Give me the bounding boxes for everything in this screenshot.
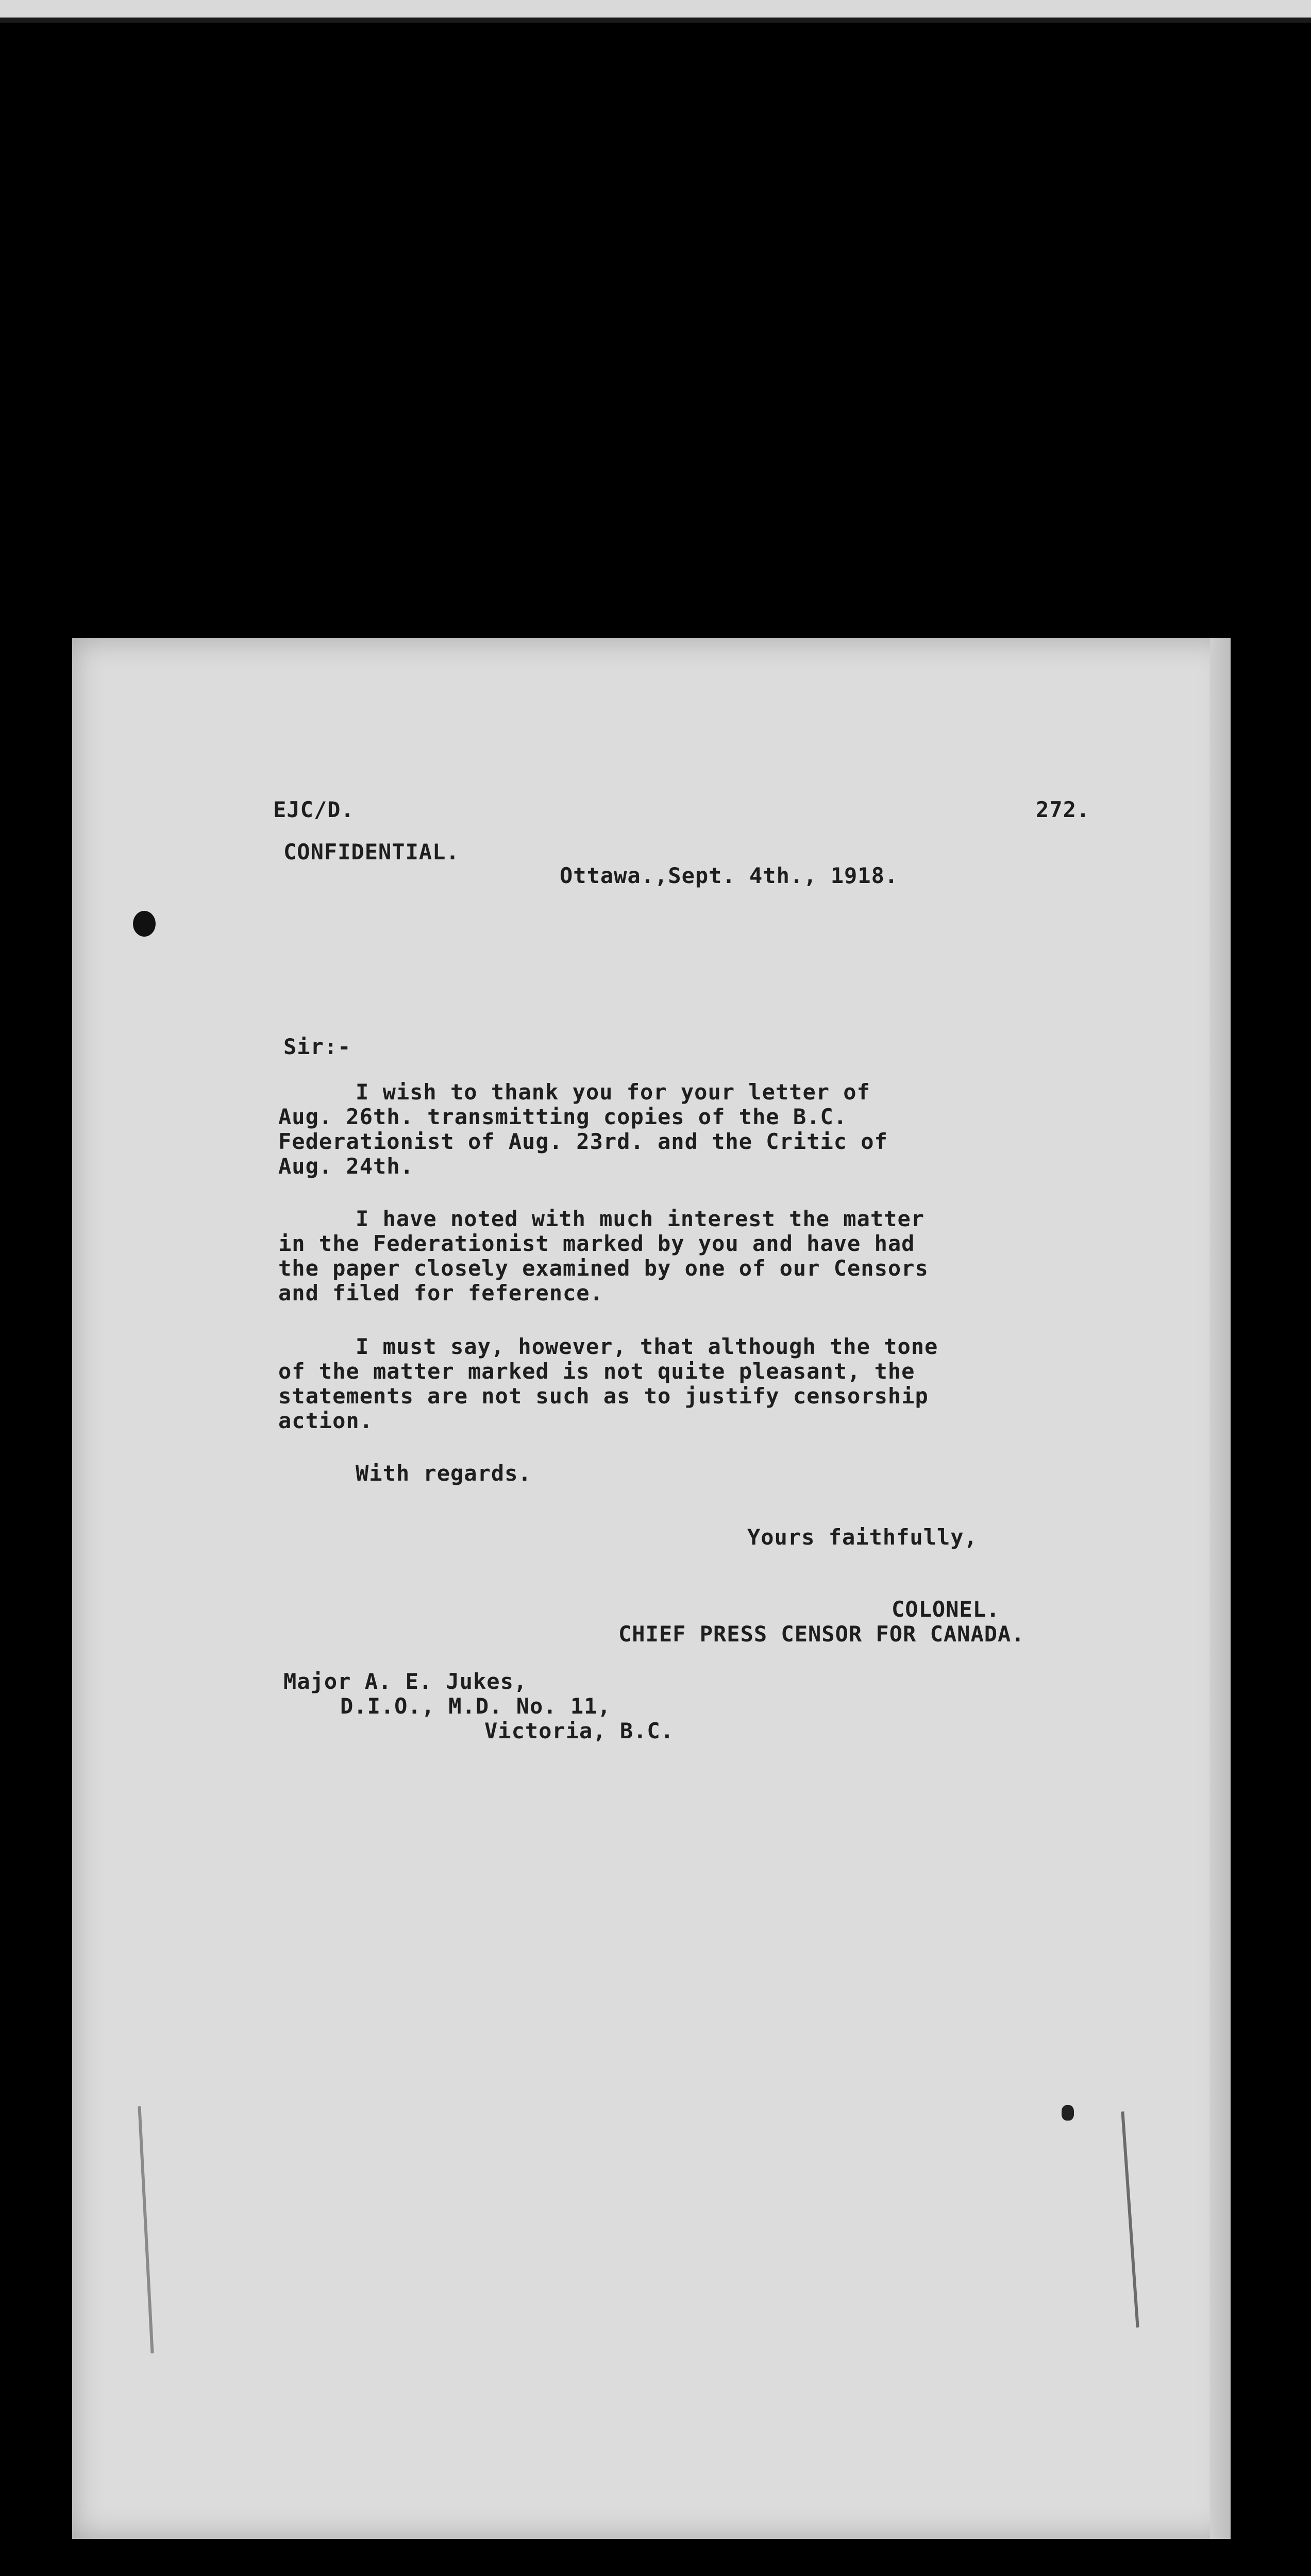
classification: CONFIDENTIAL. (283, 839, 460, 865)
paragraph-3-line-2: of the matter marked is not quite pleasant, the (278, 1359, 915, 1384)
film-edge-shadow (0, 18, 1311, 23)
place-date: Ottawa.,Sept. 4th., 1918. (560, 863, 899, 888)
paragraph-2-line-3: the paper closely examined by one of our Censors (278, 1256, 929, 1281)
paragraph-2-line-1: I have noted with much interest the matter (356, 1206, 925, 1231)
closing: Yours faithfully, (747, 1524, 978, 1550)
salutation: Sir:- (283, 1034, 351, 1059)
regards: With regards. (356, 1461, 532, 1486)
film-edge-top (0, 0, 1311, 18)
ink-smudge (1062, 2105, 1074, 2121)
paragraph-3-line-3: statements are not such as to justify censorship (278, 1383, 929, 1409)
punch-hole (133, 911, 156, 937)
file-number: 272. (1036, 797, 1090, 822)
paragraph-3-line-4: action. (278, 1408, 374, 1433)
signature-rank: COLONEL. (892, 1597, 1000, 1622)
paragraph-2-line-4: and filed for feference. (278, 1280, 603, 1306)
page-crease-mark (138, 2106, 154, 2353)
page-edge (1210, 638, 1231, 2539)
reference-initials: EJC/D. (273, 797, 355, 822)
page-crease-mark (1121, 2111, 1139, 2327)
paragraph-2-line-2: in the Federationist marked by you and have had (278, 1231, 915, 1256)
letter-page (72, 638, 1231, 2539)
addressee-line-1: Major A. E. Jukes, (283, 1669, 528, 1694)
addressee-line-2: D.I.O., M.D. No. 11, (340, 1693, 611, 1719)
paragraph-3-line-1: I must say, however, that although the tone (356, 1334, 938, 1359)
addressee-line-3: Victoria, B.C. (484, 1718, 675, 1743)
signature-title: CHIEF PRESS CENSOR FOR CANADA. (618, 1621, 1025, 1647)
paragraph-1-line-3: Federationist of Aug. 23rd. and the Critic of (278, 1129, 888, 1154)
paragraph-1-line-2: Aug. 26th. transmitting copies of the B.C. (278, 1104, 848, 1129)
paragraph-1-line-1: I wish to thank you for your letter of (356, 1079, 870, 1105)
paragraph-1-line-4: Aug. 24th. (278, 1154, 414, 1179)
